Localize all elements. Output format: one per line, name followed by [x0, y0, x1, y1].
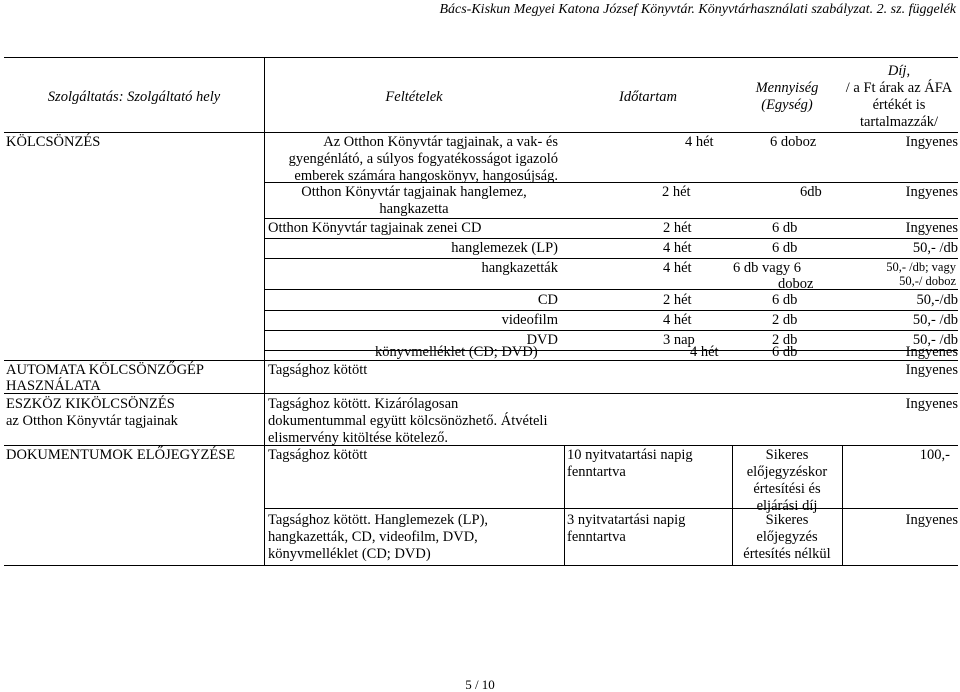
header-duration: Időtartam: [619, 89, 677, 105]
fee-value: Ingyenes: [905, 344, 958, 360]
quantity-value: Sikeres: [765, 512, 809, 528]
running-header: Bács-Kiskun Megyei Katona József Könyvtár. Könyvtárhasználati szabályzat. 2. sz. függelék: [439, 2, 956, 17]
fee-value: 100,-: [919, 447, 950, 463]
condition-text: Tagsághoz kötött: [268, 447, 368, 463]
quantity-value: előjegyzés: [756, 529, 818, 545]
condition-text: Tagsághoz kötött: [268, 362, 368, 378]
column-rule: [842, 445, 843, 565]
duration-value: 3 nap: [663, 332, 695, 348]
fee-value: 50,-/db: [916, 292, 958, 308]
service-kolcsonzes: KÖLCSÖNZÉS: [6, 134, 101, 150]
fee-value: Ingyenes: [905, 184, 958, 200]
table-bottom-rule: [4, 565, 958, 566]
duration-value: 2 hét: [663, 220, 692, 236]
duration-value: 2 hét: [663, 292, 692, 308]
row-rule: [264, 238, 958, 239]
row-rule: [264, 258, 958, 259]
quantity-value: 6 db: [772, 344, 798, 360]
duration-value: fenntartva: [567, 529, 626, 545]
header-quantity: Mennyiség: [755, 80, 819, 96]
quantity-value: eljárási díj: [756, 498, 818, 514]
duration-value: 4 hét: [663, 312, 692, 328]
table-top-rule: [4, 57, 958, 58]
header-service: Szolgáltatás: Szolgáltató hely: [47, 89, 221, 105]
column-rule: [264, 57, 265, 565]
quantity-value: 2 db: [772, 332, 798, 348]
row-rule: [264, 310, 958, 311]
service-automata: HASZNÁLATA: [6, 378, 101, 394]
condition-text: gyengénlátó, a súlyos fogyatékosságot igazoló: [288, 151, 558, 167]
duration-value: 4 hét: [663, 240, 692, 256]
service-eszkoz: ESZKÖZ KIKÖLCSÖNZÉS: [6, 396, 175, 412]
fee-value: Ingyenes: [905, 220, 958, 236]
row-rule: [264, 289, 958, 290]
service-eszkoz: az Otthon Könyvtár tagjainak: [6, 413, 178, 429]
condition-text: Tagsághoz kötött. Hanglemezek (LP),: [268, 512, 489, 528]
service-automata: AUTOMATA KÖLCSÖNZŐGÉP: [6, 362, 204, 378]
row-rule: [264, 330, 958, 331]
quantity-value: előjegyzéskor: [746, 464, 828, 480]
condition-text: elismervény kitöltése kötelező.: [268, 430, 448, 446]
section-rule: [4, 445, 958, 446]
condition-text: hangkazetták: [481, 260, 558, 276]
column-rule: [564, 445, 565, 565]
condition-text: dokumentummal együtt kölcsönözhető. Átvételi: [268, 413, 548, 429]
row-rule: [264, 350, 958, 351]
quantity-value: értesítés nélkül: [743, 546, 831, 562]
duration-value: 10 nyitvatartási napig: [567, 447, 693, 463]
quantity-value: 2 db: [772, 312, 798, 328]
condition-text: hangkazetták, CD, videofilm, DVD,: [268, 529, 478, 545]
quantity-value: 6db: [800, 184, 822, 200]
duration-value: 3 nyitvatartási napig: [567, 512, 686, 528]
section-rule: [4, 393, 958, 394]
header-fee-note: / a Ft árak az ÁFA: [845, 80, 953, 96]
service-elojegyzes: DOKUMENTUMOK ELŐJEGYZÉSE: [6, 447, 236, 463]
condition-text: Tagsághoz kötött. Kizárólagosan: [268, 396, 459, 412]
quantity-value: 6 db: [772, 240, 798, 256]
fee-value: 50,- /db: [912, 312, 958, 328]
header-quantity-unit: (Egység): [761, 97, 813, 113]
row-rule: [264, 218, 958, 219]
quantity-value: értesítési és: [753, 481, 821, 497]
fee-value: Ingyenes: [905, 512, 958, 528]
condition-text: Az Otthon Könyvtár tagjainak, a vak- és: [323, 134, 558, 150]
duration-value: 4 hét: [663, 260, 692, 276]
condition-text: hangkazetta: [379, 201, 449, 217]
quantity-value: Sikeres: [765, 447, 809, 463]
condition-text: Otthon Könyvtár tagjainak zenei CD: [268, 220, 482, 236]
quantity-value: 6 db: [772, 292, 798, 308]
condition-text: hanglemezek (LP): [451, 240, 558, 256]
condition-text: Otthon Könyvtár tagjainak hanglemez,: [301, 184, 527, 200]
fee-value: Ingyenes: [905, 362, 958, 378]
quantity-value: 6 db vagy 6: [733, 260, 802, 276]
condition-text: könyvmelléklet (CD; DVD): [268, 546, 431, 562]
fee-value: 50,-/ doboz: [899, 274, 956, 288]
fee-value: Ingyenes: [905, 396, 958, 412]
condition-text: videofilm: [501, 312, 558, 328]
condition-text: könyvmelléklet (CD; DVD): [375, 344, 538, 360]
header-conditions: Feltételek: [385, 89, 443, 105]
duration-value: 4 hét: [685, 134, 714, 150]
condition-text: emberek számára hangoskönyv, hangosújság.: [294, 168, 558, 184]
duration-value: 2 hét: [662, 184, 691, 200]
fee-value: Ingyenes: [905, 134, 958, 150]
duration-value: 4 hét: [690, 344, 719, 360]
condition-text: CD: [537, 292, 558, 308]
quantity-value: doboz: [778, 276, 814, 292]
quantity-value: 6 db: [772, 220, 798, 236]
quantity-value: 6 doboz: [770, 134, 817, 150]
header-fee-note: tartalmazzák/: [859, 114, 939, 130]
row-rule: [264, 508, 958, 509]
fee-value: 50,- /db; vagy: [886, 260, 956, 274]
fee-value: 50,- /db: [912, 332, 958, 348]
header-bottom-rule: [4, 132, 958, 133]
header-fee-note: értékét is: [872, 97, 926, 113]
condition-text: DVD: [526, 332, 558, 348]
page-number: 5 / 10: [465, 677, 495, 692]
fee-value: 50,- /db: [912, 240, 958, 256]
header-fee: Díj,: [887, 63, 911, 79]
duration-value: fenntartva: [567, 464, 626, 480]
